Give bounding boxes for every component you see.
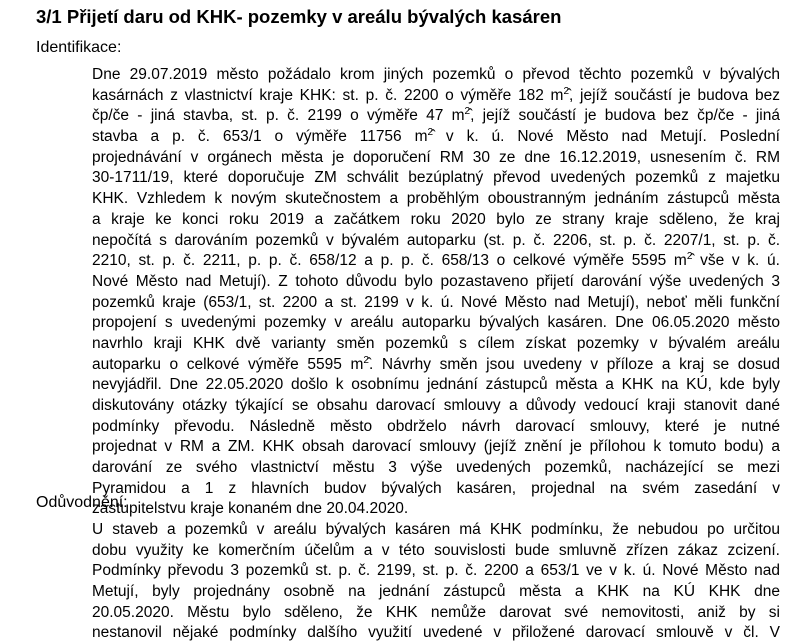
superscript-2: 2 (686, 251, 693, 263)
paragraph-line: čp/če - jiná stavba, st. p. č. 2199 o výměře 47 $m^2̂$, jejíž součástí je budova bez čp/če - jiná (92, 106, 780, 125)
paragraph-line: 30-1711/19, které doporučuje ZM schválit bezúplatný převod uvedených pozemků z majetku (92, 169, 780, 187)
paragraph-line: stavba a p. č. 653/1 o výměře 11756 $m^2̂$ v k. ú. Nové Město nad Metují. Poslední (92, 127, 780, 146)
paragraph-line: U staveb a pozemků v areálu bývalých kasáren má KHK podmínku, že nebudou po určitou (92, 521, 780, 538)
paragraph-line: autoparku o celkové výměře 5595 $m^2̂$. Návrhy směn jsou uvedeny v příloze a kraj se dosud (92, 354, 780, 373)
paragraph-line: KHK. Vzhledem k novým skutečnostem a proběhlým oboustranným jednáním zástupců města (92, 190, 780, 208)
section-heading-identifikace: Identifikace: (36, 39, 122, 56)
superscript-2: 2 (563, 85, 570, 97)
paragraph-line: Podmínky převodu 3 pozemků st. p. č. 2199, st. p. č. 2200 a 653/1 ve v k. ú. Nové Město nad (92, 562, 780, 580)
paragraph-line: nepočítá s darováním pozemků v bývalém autoparku (st. p. č. 2206, st. p. č. 2207/1, st. p. č. (92, 231, 780, 249)
oduvodneni-paragraph (92, 520, 780, 644)
paragraph-line: nevyjádřil. Dne 22.05.2020 došlo k osobnímu jednání zástupců města a KHK na KÚ, kde byly (92, 376, 780, 394)
paragraph-line: dobu využity ke komerčním účelům a v této souvislosti bude smluvně zřízen zákaz zcizení. (92, 541, 780, 559)
identifikace-paragraph (92, 65, 780, 520)
paragraph-line: nestanovil nějaké podmínky dalšího využití uvedené v přiložené darovací smlouvě v čl. V (92, 624, 780, 642)
paragraph-line: projednat v RM a ZM. KHK obsah darovací smlouvy (jejíž znění je přílohou k tomuto bodu) a (92, 438, 780, 456)
section-heading-oduvodneni: Odůvodnění: (36, 494, 128, 511)
superscript-2: 2 (427, 127, 434, 139)
paragraph-line: propojení s uvedenými pozemky v areálu autoparku bývalých kasáren. Dne 06.05.2020 město (92, 314, 780, 332)
superscript-2: 2 (464, 106, 471, 118)
paragraph-line: 20.05.2020. Městu bylo sděleno, že KHK nemůže darovat své nemovitosti, aniž by si (92, 603, 780, 621)
paragraph-line: Pyramidou a 1 z hlavních budov bývalých kasáren, projednal na svém zasedání v (92, 479, 780, 497)
paragraph-line: darování ze svého vlastnictví městu 3 výše uvedených pozemků, nacházející se mezi (92, 459, 780, 477)
paragraph-line: zastupitelstvu kraje konaném dne 20.04.2020. (92, 500, 409, 518)
paragraph-line: navrhlo kraji KHK dvě varianty směn pozemků s cílem získat pozemky v bývalém areálu (92, 334, 780, 352)
paragraph-line: Nové Město nad Metují). Z tohoto důvodu bylo pozastaveno přijetí darování výše uvedených 3 (92, 272, 780, 290)
paragraph-line: pozemků kraje (653/1, st. 2200 a st. 2199 v k. ú. Nové Město nad Metují), neboť měli funkční (92, 293, 780, 311)
paragraph-line: 2210, st. p. č. 2211, p. p. č. 658/12 a p. p. č. 658/13 o celkové výměře 5595 $m^2̂$ vše v k. ú. (92, 251, 780, 270)
paragraph-line: podmínky převodu. Následně město obdrželo návrh darovací smlouvy, které je nutné (92, 417, 780, 435)
paragraph-line: diskutovány otázky týkající se obsahu darovací smlouvy a důvody vedoucí kraji stanovit dané (92, 397, 780, 414)
superscript-2: 2 (363, 354, 369, 366)
paragraph-line: Dne 29.07.2019 město požádalo krom jiných pozemků o převod těchto pozemků v bývalých (92, 66, 780, 83)
paragraph-line: projednávání v orgánech města je doporučení RM 30 ze dne 16.12.2019, usnesením č. RM (92, 148, 780, 166)
paragraph-line: kasárnách z vlastnictví kraje KHK: st. p. č. 2200 o výměře 182 $m^2̂$, jejíž součástí je budova bez (92, 85, 780, 104)
paragraph-line: a kraje ke konci roku 2019 a začátkem roku 2020 bylo ze strany kraje sděleno, že kraj (92, 210, 780, 228)
paragraph-line: Metují, byly projednány osobně na jednání zástupců města a KHK na KÚ KHK dne (92, 583, 780, 601)
page-title: 3/1 Přijetí daru od KHK- pozemky v areálu bývalých kasáren (36, 6, 562, 27)
